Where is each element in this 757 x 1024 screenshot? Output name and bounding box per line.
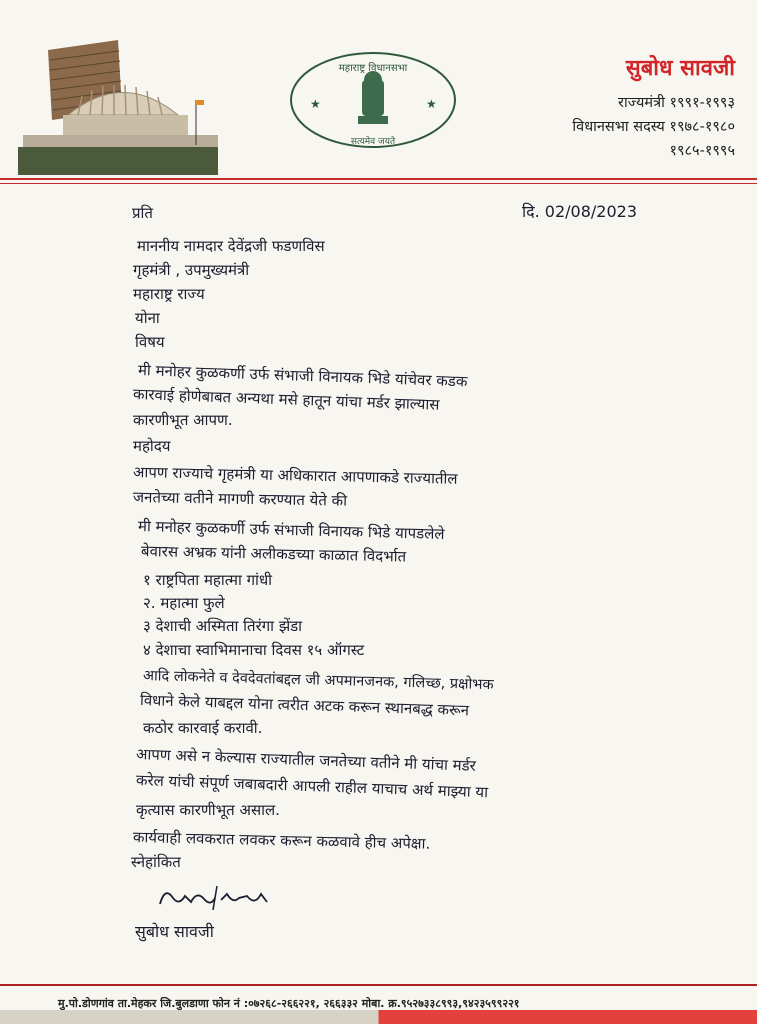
svg-text:★: ★ [426, 97, 437, 111]
sender-details [572, 52, 735, 164]
addressee-designation: गृहमंत्री , उपमुख्यमंत्री [133, 261, 250, 279]
footer-divider [0, 984, 757, 986]
letter-date: दि. 02/08/2023 [522, 202, 638, 221]
para3-line-1: आपण असे न केल्यास राज्यातील जनतेच्या वतीने मी यांचा मर्डर [135, 745, 477, 775]
salutation: महोदय [133, 437, 171, 455]
emblem-motto: सत्यमेव जयते [350, 137, 396, 147]
para1-line-4: बेवारस अभ्रक यांनी अलीकडच्या काळात विदर्भात [140, 542, 407, 566]
addressee-line4: योना [135, 309, 160, 327]
para2-line-2: विधाने केले याबद्दल योना त्वरीत अटक करून स्थानबद्ध करून [139, 691, 470, 720]
para1-line-2: जनतेच्या वतीने मागणी करण्यात येते की [132, 488, 348, 510]
list-item-3: ३ देशाची अस्मिता तिरंगा झेंडा [143, 617, 303, 635]
emblem-top-text: महाराष्ट्र विधानसभा [338, 63, 408, 74]
para3-line-3: कृत्यास कारणीभूत असाल. [136, 801, 280, 819]
para3-line-2: करेल यांची संपूर्ण जबाबदारी आपली राहील याचाच अर्थ माझ्या या [135, 771, 489, 802]
signature-image [155, 876, 285, 916]
para1-line-3: मी मनोहर कुळकर्णी उर्फ संभाजी विनायक भिडे यापडलेले [137, 517, 445, 544]
closing: स्नेहांकित [131, 853, 181, 871]
emblem-seal [288, 50, 458, 150]
svg-text:★: ★ [310, 97, 321, 111]
header-divider [0, 178, 757, 180]
vidhan-bhavan-building-image [18, 40, 218, 175]
footer-address: मु.पो.डोणगांव ता.मेहकर जि.बुलडाणा फोन नं :०७२६८-२६६२२१, २६६३३२ मोबा. क्र.९५२७३३८९९३,९४२३५९९२२१ [58, 997, 520, 1010]
addressee-name: माननीय नामदार देवेंद्रजी फडणविस [137, 237, 325, 255]
sender-position-1: राज्यमंत्री १९९१-१९९३ [618, 95, 735, 111]
sender-name-heading: सुबोध सावजी [625, 56, 735, 81]
signer-name: सुबोध सावजी [135, 922, 214, 941]
subject-label: विषय [135, 333, 165, 351]
sender-position-3: १९८५-१९९५ [669, 143, 735, 159]
subject-line-1: मी मनोहर कुळकर्णी उर्फ संभाजी विनायक भिडे यांचेवर कडक [137, 361, 468, 391]
prati-label: प्रति [132, 204, 153, 222]
footer-color-band [0, 1010, 757, 1024]
para2-line-1: आदि लोकनेते व देवदेवतांबद्दल जी अपमानजनक, गलिच्छ, प्रक्षोभक [142, 668, 494, 694]
letterhead [0, 0, 757, 200]
para4-line: कार्यवाही लवकरात लवकर करून कळवावे हीच अपेक्षा. [132, 828, 431, 853]
list-item-2: २. महात्मा फुले [143, 594, 225, 612]
list-item-4: ४ देशाचा स्वाभिमानाचा दिवस १५ ऑगस्ट [143, 641, 365, 659]
subject-line-2: कारवाई होणेबाबत अन्यथा मसे हातून यांचा मर्डर झाल्यास [132, 385, 440, 414]
para2-line-3: कठोर कारवाई करावी. [143, 719, 263, 737]
addressee-state: महाराष्ट्र राज्य [133, 285, 205, 303]
sender-position-2: विधानसभा सदस्य १९७८-१९८० [572, 119, 735, 135]
list-item-1: १ राष्ट्रपिता महात्मा गांधी [143, 571, 273, 589]
subject-line-3: कारणीभूत आपण. [133, 411, 233, 429]
para1-line-1: आपण राज्याचे गृहमंत्री या अधिकारात आपणाकडे राज्यातील [132, 463, 458, 488]
header-divider-thin [0, 183, 757, 184]
